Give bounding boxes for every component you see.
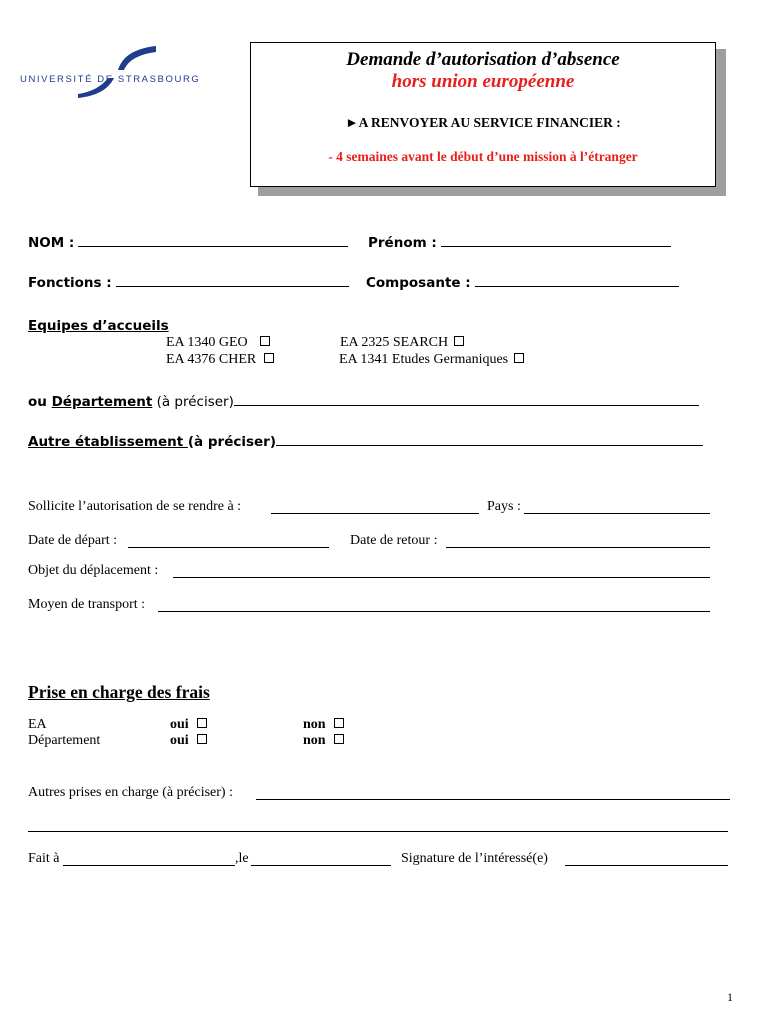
pays-label: Pays : — [487, 499, 521, 514]
equipe-option-cher[interactable] — [166, 352, 274, 368]
equipe-germaniques-label: EA 1341 Etudes Germaniques — [339, 352, 509, 367]
autre-label: Autre établissement — [28, 434, 188, 450]
departement-field[interactable] — [28, 393, 699, 410]
prenom-input-line[interactable] — [441, 234, 671, 247]
fonctions-field[interactable] — [28, 274, 349, 291]
checkbox-ea-oui[interactable] — [197, 718, 207, 728]
checkbox-cher[interactable] — [264, 353, 274, 363]
composante-input-line[interactable] — [475, 274, 679, 287]
form-subtitle: hors union européenne — [391, 71, 575, 92]
checkbox-geo[interactable] — [260, 336, 270, 346]
autre-suffix: (à préciser) — [187, 434, 276, 450]
composante-field[interactable] — [366, 274, 679, 291]
signature-label: Signature de l’intéressé(e) — [401, 851, 548, 866]
composante-label: Composante : — [366, 275, 471, 291]
retour-label: Date de retour : — [350, 533, 438, 548]
nom-label: NOM : — [28, 235, 75, 251]
prenom-label: Prénom : — [368, 235, 437, 251]
transport-input-line[interactable] — [158, 611, 710, 612]
send-instruction: ►A RENVOYER AU SERVICE FINANCIER : — [345, 115, 621, 130]
depart-label: Date de départ : — [28, 533, 118, 548]
frais-departement-non-label: non — [303, 733, 326, 748]
frais-title: Prise en charge des frais — [28, 682, 210, 702]
fait-input-line[interactable] — [63, 865, 235, 866]
form-title: Demande d’autorisation d’absence — [346, 49, 620, 70]
frais-departement-label: Département — [28, 733, 101, 748]
nom-field[interactable] — [28, 234, 348, 251]
fait-label: Fait à — [28, 851, 60, 866]
equipe-geo-label: EA 1340 GEO — [166, 335, 248, 350]
signature-input-line[interactable] — [565, 865, 728, 866]
nom-input-line[interactable] — [78, 234, 348, 247]
equipe-option-germaniques[interactable] — [339, 352, 524, 368]
frais-ea-oui-label: oui — [170, 717, 189, 732]
departement-label: Département — [51, 394, 153, 410]
checkbox-departement-oui[interactable] — [197, 734, 207, 744]
equipe-cher-label: EA 4376 CHER — [166, 352, 257, 367]
autre-etablissement-field[interactable] — [28, 433, 703, 450]
deadline-note: - 4 semaines avant le début d’une mission à l’étranger — [328, 149, 638, 164]
header-box — [250, 42, 716, 187]
equipe-option-geo[interactable] — [166, 335, 270, 351]
autre-input-line[interactable] — [276, 433, 703, 446]
page-number: 1 — [727, 990, 733, 1004]
university-logo — [18, 40, 218, 100]
retour-input-line[interactable] — [446, 547, 710, 548]
frais-ea-non-label: non — [303, 717, 326, 732]
objet-input-line[interactable] — [173, 577, 710, 578]
frais-departement-oui-label: oui — [170, 733, 189, 748]
equipe-option-search[interactable] — [340, 335, 464, 351]
autres-prises-input-line[interactable] — [256, 799, 730, 800]
checkbox-search[interactable] — [454, 336, 464, 346]
depart-input-line[interactable] — [128, 547, 329, 548]
destination-label: Sollicite l’autorisation de se rendre à : — [28, 499, 242, 514]
departement-suffix: (à préciser) — [152, 394, 234, 410]
equipe-search-label: EA 2325 SEARCH — [340, 335, 449, 350]
departement-prefix: ou — [28, 394, 52, 410]
frais-ea-oui[interactable] — [170, 717, 207, 733]
prenom-field[interactable] — [368, 234, 671, 251]
checkbox-ea-non[interactable] — [334, 718, 344, 728]
transport-label: Moyen de transport : — [28, 597, 146, 612]
pays-input-line[interactable] — [524, 513, 710, 514]
university-logo-text: UNIVERSITÉ DE STRASBOURG — [20, 74, 201, 85]
fonctions-label: Fonctions : — [28, 275, 112, 291]
objet-label: Objet du déplacement : — [28, 563, 159, 578]
destination-input-line[interactable] — [271, 513, 479, 514]
checkbox-departement-non[interactable] — [334, 734, 344, 744]
autres-prises-input-line-2[interactable] — [28, 831, 728, 832]
autres-prises-label: Autres prises en charge (à préciser) : — [28, 785, 233, 800]
departement-input-line[interactable] — [234, 393, 699, 406]
date-input-line[interactable] — [251, 865, 391, 866]
frais-departement-non[interactable] — [303, 733, 344, 749]
checkbox-germaniques[interactable] — [514, 353, 524, 363]
le-label: ,le — [235, 851, 249, 866]
fonctions-input-line[interactable] — [116, 274, 349, 287]
frais-ea-label: EA — [28, 717, 47, 732]
frais-ea-non[interactable] — [303, 717, 344, 733]
equipes-label: Equipes d’accueils — [28, 318, 169, 334]
frais-departement-oui[interactable] — [170, 733, 207, 749]
